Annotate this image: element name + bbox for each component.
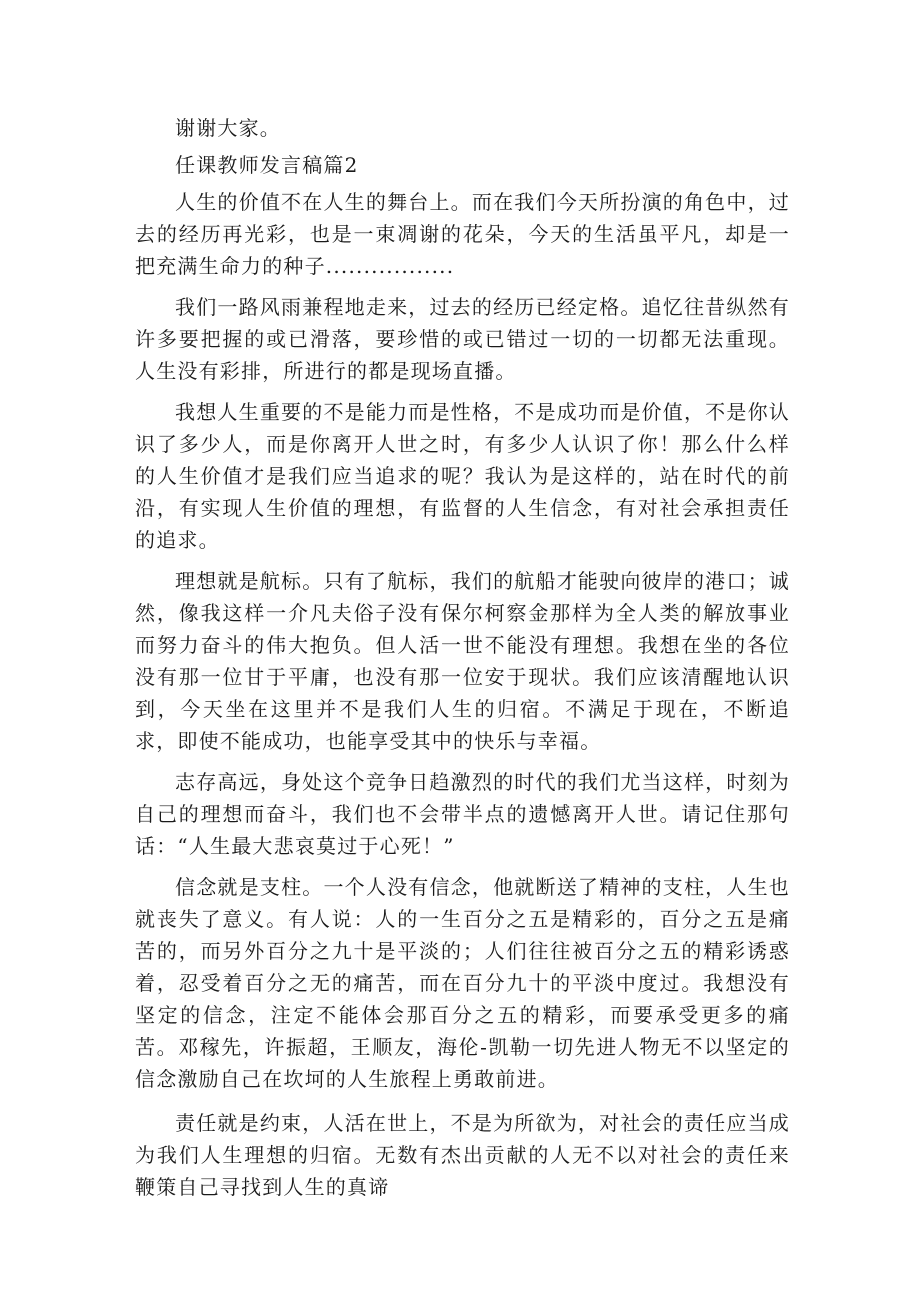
closing-line: 谢谢大家。 <box>175 116 281 140</box>
paragraph: 我们一路风雨兼程地走来，过去的经历已经定格。追忆往昔纵然有许多要把握的或已滑落，要珍惜的或已错过一切的一切都无法重现。人生没有彩排，所进行的都是现场直播。 <box>135 295 790 383</box>
paragraph: 信念就是支柱。一个人没有信念，他就断送了精神的支柱，人生也就丧失了意义。有人说：人的一生百分之五是精彩的，百分之五是痛苦的，而另外百分之九十是平淡的；人们往往被百分之五的精彩诱惑着，忍受着百分之无的痛苦，而在百分九十的平淡中度过。我想没有坚定的信念，注定不能体会那百分之五的精彩，而要承受更多的痛苦。邓稼先，许振超，王顺友，海伦-凯勒一切先进人物无不以坚定的信念激励自己在坎坷的人生旅程上勇敢前进。 <box>135 875 790 1091</box>
section-title: 任课教师发言稿篇2 <box>175 153 359 177</box>
paragraph: 理想就是航标。只有了航标，我们的航船才能驶向彼岸的港口；诚然，像我这样一介凡夫俗子没有保尔柯察金那样为全人类的解放事业而努力奋斗的伟大抱负。但人活一世不能没有理想。我想在坐的各位没有那一位甘于平庸，也没有那一位安于现状。我们应该清醒地认识到，今天坐在这里并不是我们人生的归宿。不满足于现在，不断追求，即使不能成功，也能享受其中的快乐与幸福。 <box>135 569 790 753</box>
paragraph: 志存高远，身处这个竞争日趋激烈的时代的我们尤当这样，时刻为自己的理想而奋斗，我们也不会带半点的遗憾离开人世。请记住那句话：“人生最大悲哀莫过于心死！” <box>135 770 790 858</box>
paragraph: 我想人生重要的不是能力而是性格，不是成功而是价值，不是你认识了多少人，而是你离开人世之时，有多少人认识了你！那么什么样的人生价值才是我们应当追求的呢？我认为是这样的，站在时代的前沿，有实现人生价值的理想，有监督的人生信念，有对社会承担责任的追求。 <box>135 400 790 552</box>
paragraph: 人生的价值不在人生的舞台上。而在我们今天所扮演的角色中，过去的经历再光彩，也是一束凋谢的花朵，今天的生活虽平凡，却是一把充满生命力的种子................. <box>135 190 790 278</box>
document-page <box>135 112 790 1212</box>
paragraph: 责任就是约束，人活在世上，不是为所欲为，对社会的责任应当成为我们人生理想的归宿。无数有杰出贡献的人无不以对社会的责任来鞭策自己寻找到人生的真谛 <box>135 1111 790 1199</box>
